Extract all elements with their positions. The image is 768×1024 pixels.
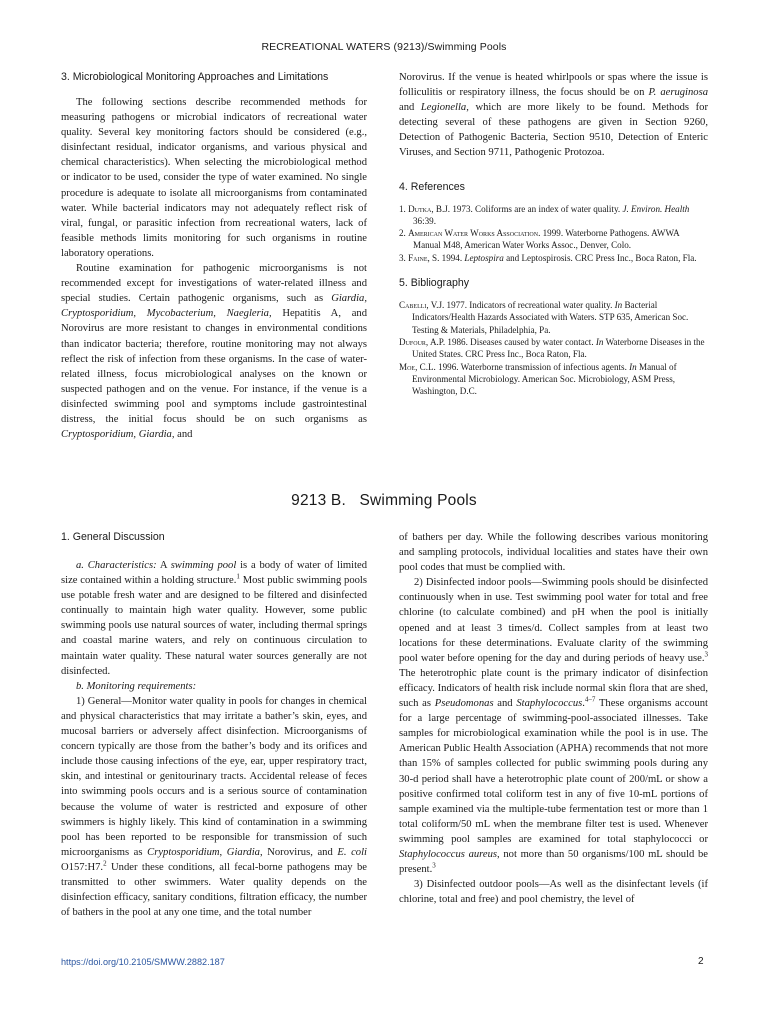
reference-item: 2. American Water Works Association. 1999. Waterborne Pathogens. AWWA Manual M48, American Water Works Assoc., Denver, Colo. <box>399 228 680 251</box>
section-3-right-column <box>399 70 708 397</box>
reference-item: 1. Dutka, B.J. 1973. Coliforms are an index of water quality. J. Environ. Health 36:39. <box>399 203 690 226</box>
paragraph-characteristics: a. Characteristics: A swimming pool is a body of water of limited size contained within a holding structure.$^1$ Most public swimming pools use potable fresh water and are designed to be filtered and disinfected continually to maintain high water quality. However, some public swimming pools use natural sources of water, including thermal springs and coastal marine waters, and rely on continuous circulation to maintain water quality. These natural water sources generally are not disinfected. <box>61 560 368 677</box>
section-heading-general-discussion: 1. General Discussion <box>61 531 165 543</box>
section-heading-3: 3. Microbiological Monitoring Approaches and Limitations <box>61 71 329 83</box>
section-b-left-column <box>61 530 367 920</box>
paragraph-monitoring-label: b. Monitoring requirements: <box>76 680 197 692</box>
paragraph: Routine examination for pathogenic microorganisms is not recommended except for investigations of water-related illness and special studies. Certain pathogenic organisms, such as Giardia, Cryptosporidium, Mycobacterium, Naegleria, Hepatitis A, and Norovirus are more resistant to changes in environmental conditions than indicator bacteria; therefore, routine monitoring may not always reflect the risk of infection from these organisms. In the case of water-related illness, focus microbiological analyses on the known or suspected pathogen and on the venue. For instance, if the venue is a disinfected swimming pool and symptoms include gastrointestinal distress, the initial focus should be on such organisms as Cryptosporidium, Giardia, and <box>61 263 367 441</box>
bibliography-item: Cabelli, V.J. 1977. Indicators of recreational water quality. In Bacterial Indicators/Health Hazards Associated with Waters. STP 635, American Soc. Testing & Materials, Philadelphia, Pa. <box>399 300 689 335</box>
paragraph: The following sections describe recommended methods for measuring pathogens or microbial indicators of recreational water quality. Several key monitoring factors should be considered (e.g., disinfectant residual, indicator organisms, and various physical and chemical characteristics). When selecting the microbiological method or indicator to be used, consider the type of water examined. No single procedure is adequate to isolate all microorganisms from contaminated water. While bacterial indicators may not adequately reflect risk of viral, fungal, or parasitic infection from recreational waters, lack of feasible methods limits monitoring for such organisms in routine laboratory operations. <box>61 97 367 259</box>
bibliography-item: Moe, C.L. 1996. Waterborne transmission of infectious agents. In Manual of Environmental Microbiology. American Soc. Microbiology, ASM Press, Washington, D.C. <box>399 361 677 397</box>
paragraph: of bathers per day. While the following describes various monitoring and sampling protocols, individual localities and states have their own pool codes that must be complied with. <box>399 532 708 574</box>
paragraph: Norovirus. If the venue is heated whirlpools or spas where the issue is folliculitis or respiratory illness, the focus should be on P. aeruginosa and Legionella, which are more likely to be found. Methods for detecting several of these pathogens are given in Section 9260, Detection of Pathogenic Bacteria, Section 9510, Detection of Enteric Viruses, and Section 9711, Pathogenic Protozoa. <box>399 72 709 159</box>
paragraph-general: 1) General—Monitor water quality in pools for changes in chemical and physical characteristics that may irritate a bather’s skin, eyes, and mucosal barriers or adversely affect disinfection. Microorganisms of concern typically are those from the bather’s body and its orifices and include those causing infections of the eye, ear, upper respiratory tract, skin, and intestinal or genitourinary tracts. Accidental release of feces into swimming pools occurs and is a serious source of contamination because the volume of water is restricted and exposure of other swimmers is highly likely. This kind of contamination in a swimming pool has been reported to be responsible for transmission of such microorganisms as Cryptosporidium, Giardia, Norovirus, and E. coli O157:H7.$^2$ Under these conditions, all fecal-borne pathogens may be transmitted to other swimmers. Water quality depends on the disinfection efficacy, sanitary conditions, filtration efficacy, the number of bathers in the pool at any one time, and the total number <box>61 695 367 919</box>
bibliography-item: Dufour, A.P. 1986. Diseases caused by water contact. In Waterborne Diseases in the United States. CRC Press Inc., Boca Raton, Fla. <box>399 336 705 360</box>
bibliography-list <box>399 299 708 397</box>
section-title: 9213 B. Swimming Pools <box>291 492 477 509</box>
section-heading-4: 4. References <box>399 180 465 193</box>
running-head: RECREATIONAL WATERS (9213)/Swimming Pools <box>261 41 507 53</box>
section-b-right-column <box>399 530 708 907</box>
section-3-left-column <box>61 70 367 442</box>
section-heading-5: 5. Bibliography <box>399 277 470 290</box>
doi-link[interactable]: https://doi.org/10.2105/SMWW.2882.187 <box>61 957 225 967</box>
page-number: 2 <box>698 956 704 967</box>
reference-item: 3. Faine, S. 1994. Leptospira and Leptospirosis. CRC Press Inc., Boca Raton, Fla. <box>399 252 697 263</box>
paragraph-indoor-pools: 2) Disinfected indoor pools—Swimming pools should be disinfected continuously when in use. Test swimming pool water for total and free chlorine (to calculate combined) and pH when the pool is initially opened and at least 3 times/d. Collect samples from at least two locations for these determinations. Evaluate clarity of the swimming pool water before opening for the day and during periods of heavy use.$^3$ The heterotrophic plate count is the primary indicator of disinfection efficacy. Indicators of health risk include normal skin flora that are shed, such as Pseudomonas and Staphylococcus.$^{4-7}$ These organisms account for a large percentage of swimming-pool-associated illnesses. Take samples for microbiological examination while the pool is in use. The American Public Health Association (APHA) recommends that not more than 15% of samples collected for public swimming pools during any 30-d period shall have a heterotrophic plate count of 200/mL or show a positive confirmed total coliform test in any of five 10-mL portions of sample examined via the multiple-tube fermentation test or more than 1 total coliform/50 mL when the membrane filter test is used. Whenever swimming pool samples are examined for total staphylococci or Staphylococcus aureus, not more than 50 organisms/100 mL should be present.$^3$ <box>399 577 709 876</box>
reference-list <box>399 203 708 264</box>
paragraph-outdoor-pools: 3) Disinfected outdoor pools—As well as the disinfectant levels (if chlorine, total and free) and pool chemistry, the level of <box>399 879 708 906</box>
